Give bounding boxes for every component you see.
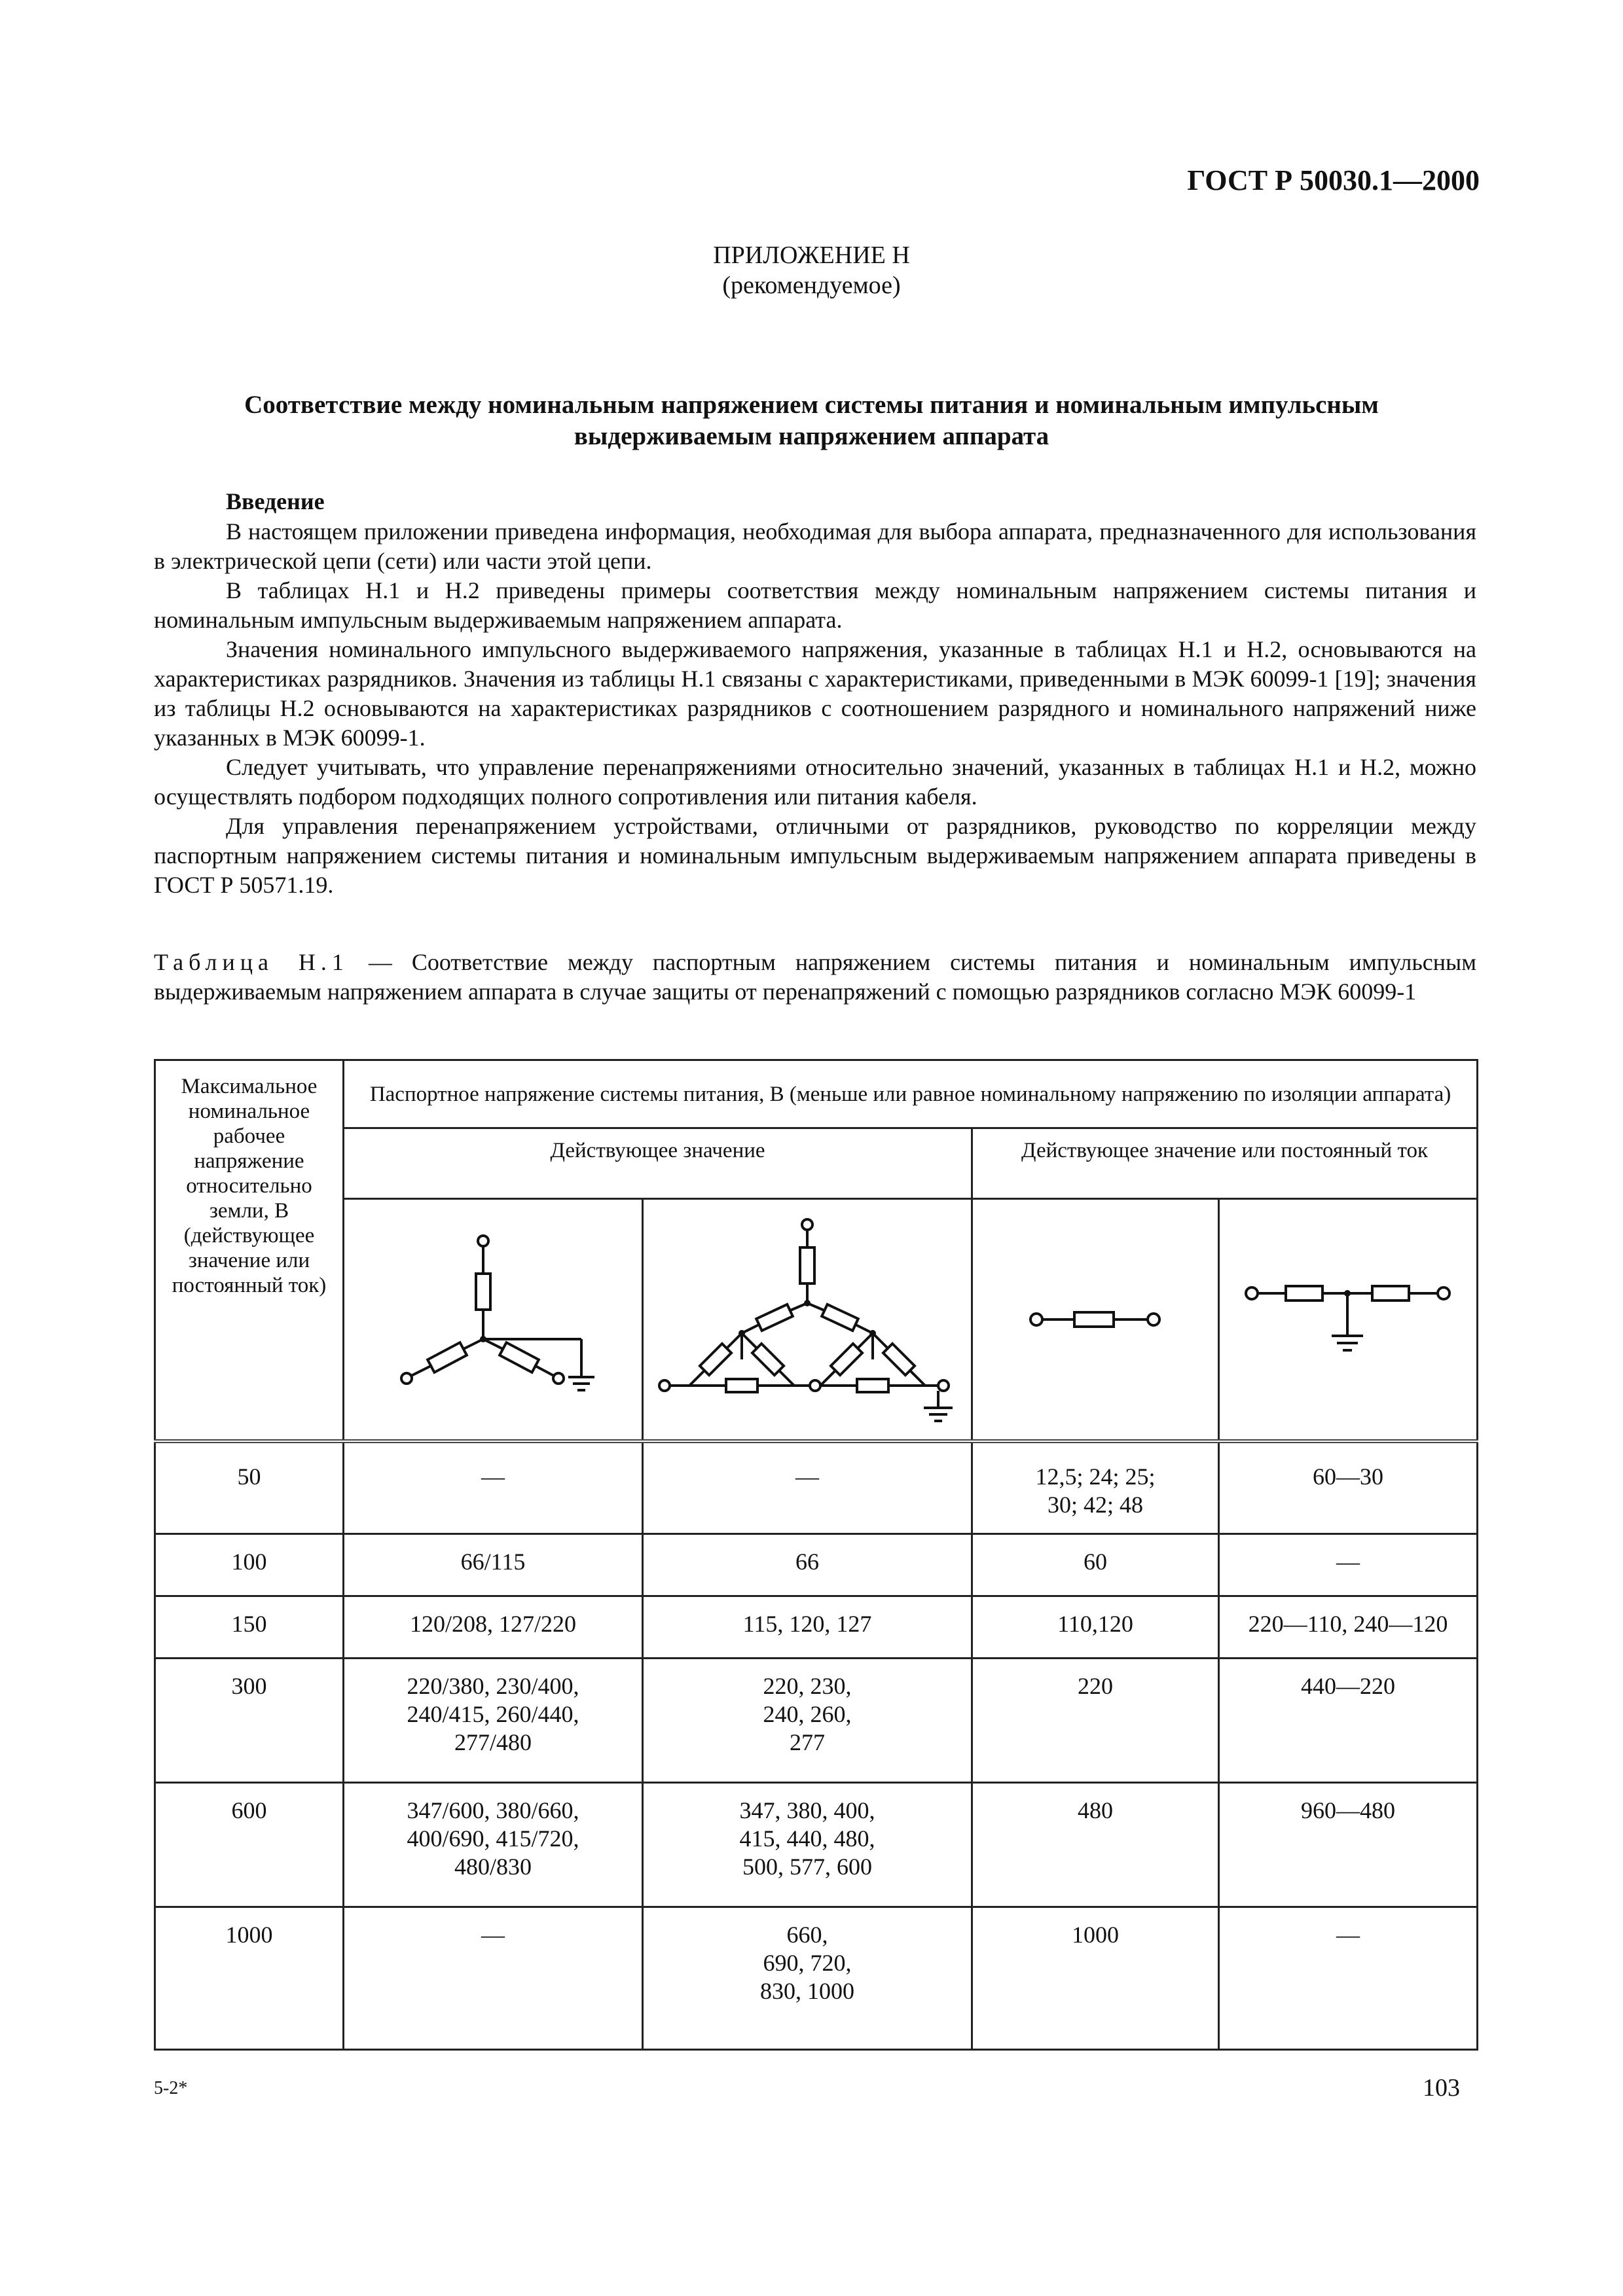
table-cell: 150 [155, 1596, 344, 1659]
table-cell: 66 [643, 1534, 972, 1596]
voltage-table [154, 1059, 1478, 2051]
paragraph: В таблицах Н.1 и Н.2 приведены примеры соответствия между номинальным напряжением системы питания и номинальным импульсным выдерживаемым напряжением аппарата. [154, 577, 1476, 633]
table-cell: 300 [155, 1659, 344, 1783]
table-cell: 12,5; 24; 25; 30; 42; 48 [972, 1441, 1219, 1534]
paragraph: Следует учитывать, что управление перенапряжениями относительно значений, указанных в таблицах Н.1 и Н.2, можно осуществлять подбором подходящих полного сопротивления или питания кабеля. [154, 754, 1476, 810]
title-line: выдерживаемым напряжением аппарата [574, 422, 1049, 450]
table-cell: — [344, 1441, 643, 1534]
table-cell: — [344, 1907, 643, 2050]
table-cell: 1000 [972, 1907, 1219, 2050]
table-cell: 600 [155, 1783, 344, 1907]
table-cell: 220—110, 240—120 [1219, 1596, 1478, 1659]
table-cell: 100 [155, 1534, 344, 1596]
table-cell: 1000 [155, 1907, 344, 2050]
table-cell: — [643, 1441, 972, 1534]
table-caption-text: — Соответствие между паспортным напряжением системы питания и номинальным импульсным выдерживаемым напряжением аппарата в случае защиты от перенапряжений с помощью разрядников согласно МЭК 60099-1 [154, 949, 1477, 1005]
paragraph: В настоящем приложении приведена информация, необходимая для выбора аппарата, предназначенного для использования в электрической цепи (сети) или части этой цепи. [154, 518, 1476, 574]
delta-grounded-corner-icon [643, 1199, 972, 1441]
document-title [131, 389, 1492, 452]
three-wire-grounded-midpoint-icon [1219, 1199, 1478, 1441]
single-phase-two-wire-icon [972, 1199, 1219, 1441]
table-row [155, 1783, 1478, 1907]
sheet-signature: 5-2* [154, 2078, 188, 2098]
table-cell: 220/380, 230/400, 240/415, 260/440, 277/480 [344, 1659, 643, 1783]
table-cell: 480 [972, 1783, 1219, 1907]
table-cell: — [1219, 1534, 1478, 1596]
table-row [155, 1596, 1478, 1659]
table-cell: 220, 230, 240, 260, 277 [643, 1659, 972, 1783]
sub-header-rms-dc: Действующее значение или постоянный ток [972, 1128, 1478, 1199]
table-cell: 220 [972, 1659, 1219, 1783]
col-max-voltage-header: Максимальное номинальное рабочее напряжение относительно земли, В (действующее значение или постоянный ток) [155, 1060, 344, 1441]
table-cell: 347, 380, 400, 415, 440, 480, 500, 577, 600 [643, 1783, 972, 1907]
table-caption [154, 948, 1476, 1007]
col-group-header: Паспортное напряжение системы питания, В (меньше или равное номинальному напряжению по изоляции аппарата) [344, 1060, 1478, 1128]
annex-subtitle: (рекомендуемое) [722, 272, 901, 299]
table-cell: 66/115 [344, 1534, 643, 1596]
table-cell: 110,120 [972, 1596, 1219, 1659]
table-cell: 660, 690, 720, 830, 1000 [643, 1907, 972, 2050]
table-cell: 60 [972, 1534, 1219, 1596]
table-cell: 115, 120, 127 [643, 1596, 972, 1659]
table-cell: 440—220 [1219, 1659, 1478, 1783]
intro-heading: Введение [226, 488, 325, 514]
annex-title: ПРИЛОЖЕНИЕ Н [713, 242, 910, 269]
table-row [155, 1907, 1478, 2050]
paragraph: Для управления перенапряжением устройствами, отличными от разрядников, руководство по корреляции между паспортным напряжением системы питания и номинальным импульсным выдерживаемым напряжением аппарата приведены в ГОСТ Р 50571.19. [154, 813, 1476, 898]
table-row [155, 1659, 1478, 1783]
title-line: Соответствие между номинальным напряжением системы питания и номинальным импульсным [244, 391, 1379, 419]
table-cell: 120/208, 127/220 [344, 1596, 643, 1659]
table-cell: 347/600, 380/660, 400/690, 415/720, 480/830 [344, 1783, 643, 1907]
table-cell: — [1219, 1907, 1478, 2050]
page-number: 103 [1423, 2074, 1460, 2102]
table-cell: 50 [155, 1441, 344, 1534]
table-row [155, 1534, 1478, 1596]
sub-header-rms: Действующее значение [344, 1128, 972, 1199]
standard-designation: ГОСТ Р 50030.1—2000 [1187, 164, 1480, 196]
paragraph: Значения номинального импульсного выдерживаемого напряжения, указанные в таблицах Н.1 и Н.2, основываются на характеристиках разрядников. Значения из таблицы Н.1 связаны с характеристиками, приведенными в МЭК 60099-1 [19]; значения из таблицы Н.2 основываются на характеристиках разрядников с соотношением разрядного и номинального напряжений ниже указанных в МЭК 60099-1. [154, 636, 1476, 751]
table-cell: 60—30 [1219, 1441, 1478, 1534]
table-caption-label: Таблица Н.1 [154, 949, 349, 975]
intro-text [154, 517, 1476, 900]
star-grounded-neutral-icon [344, 1199, 643, 1441]
table-cell: 960—480 [1219, 1783, 1478, 1907]
